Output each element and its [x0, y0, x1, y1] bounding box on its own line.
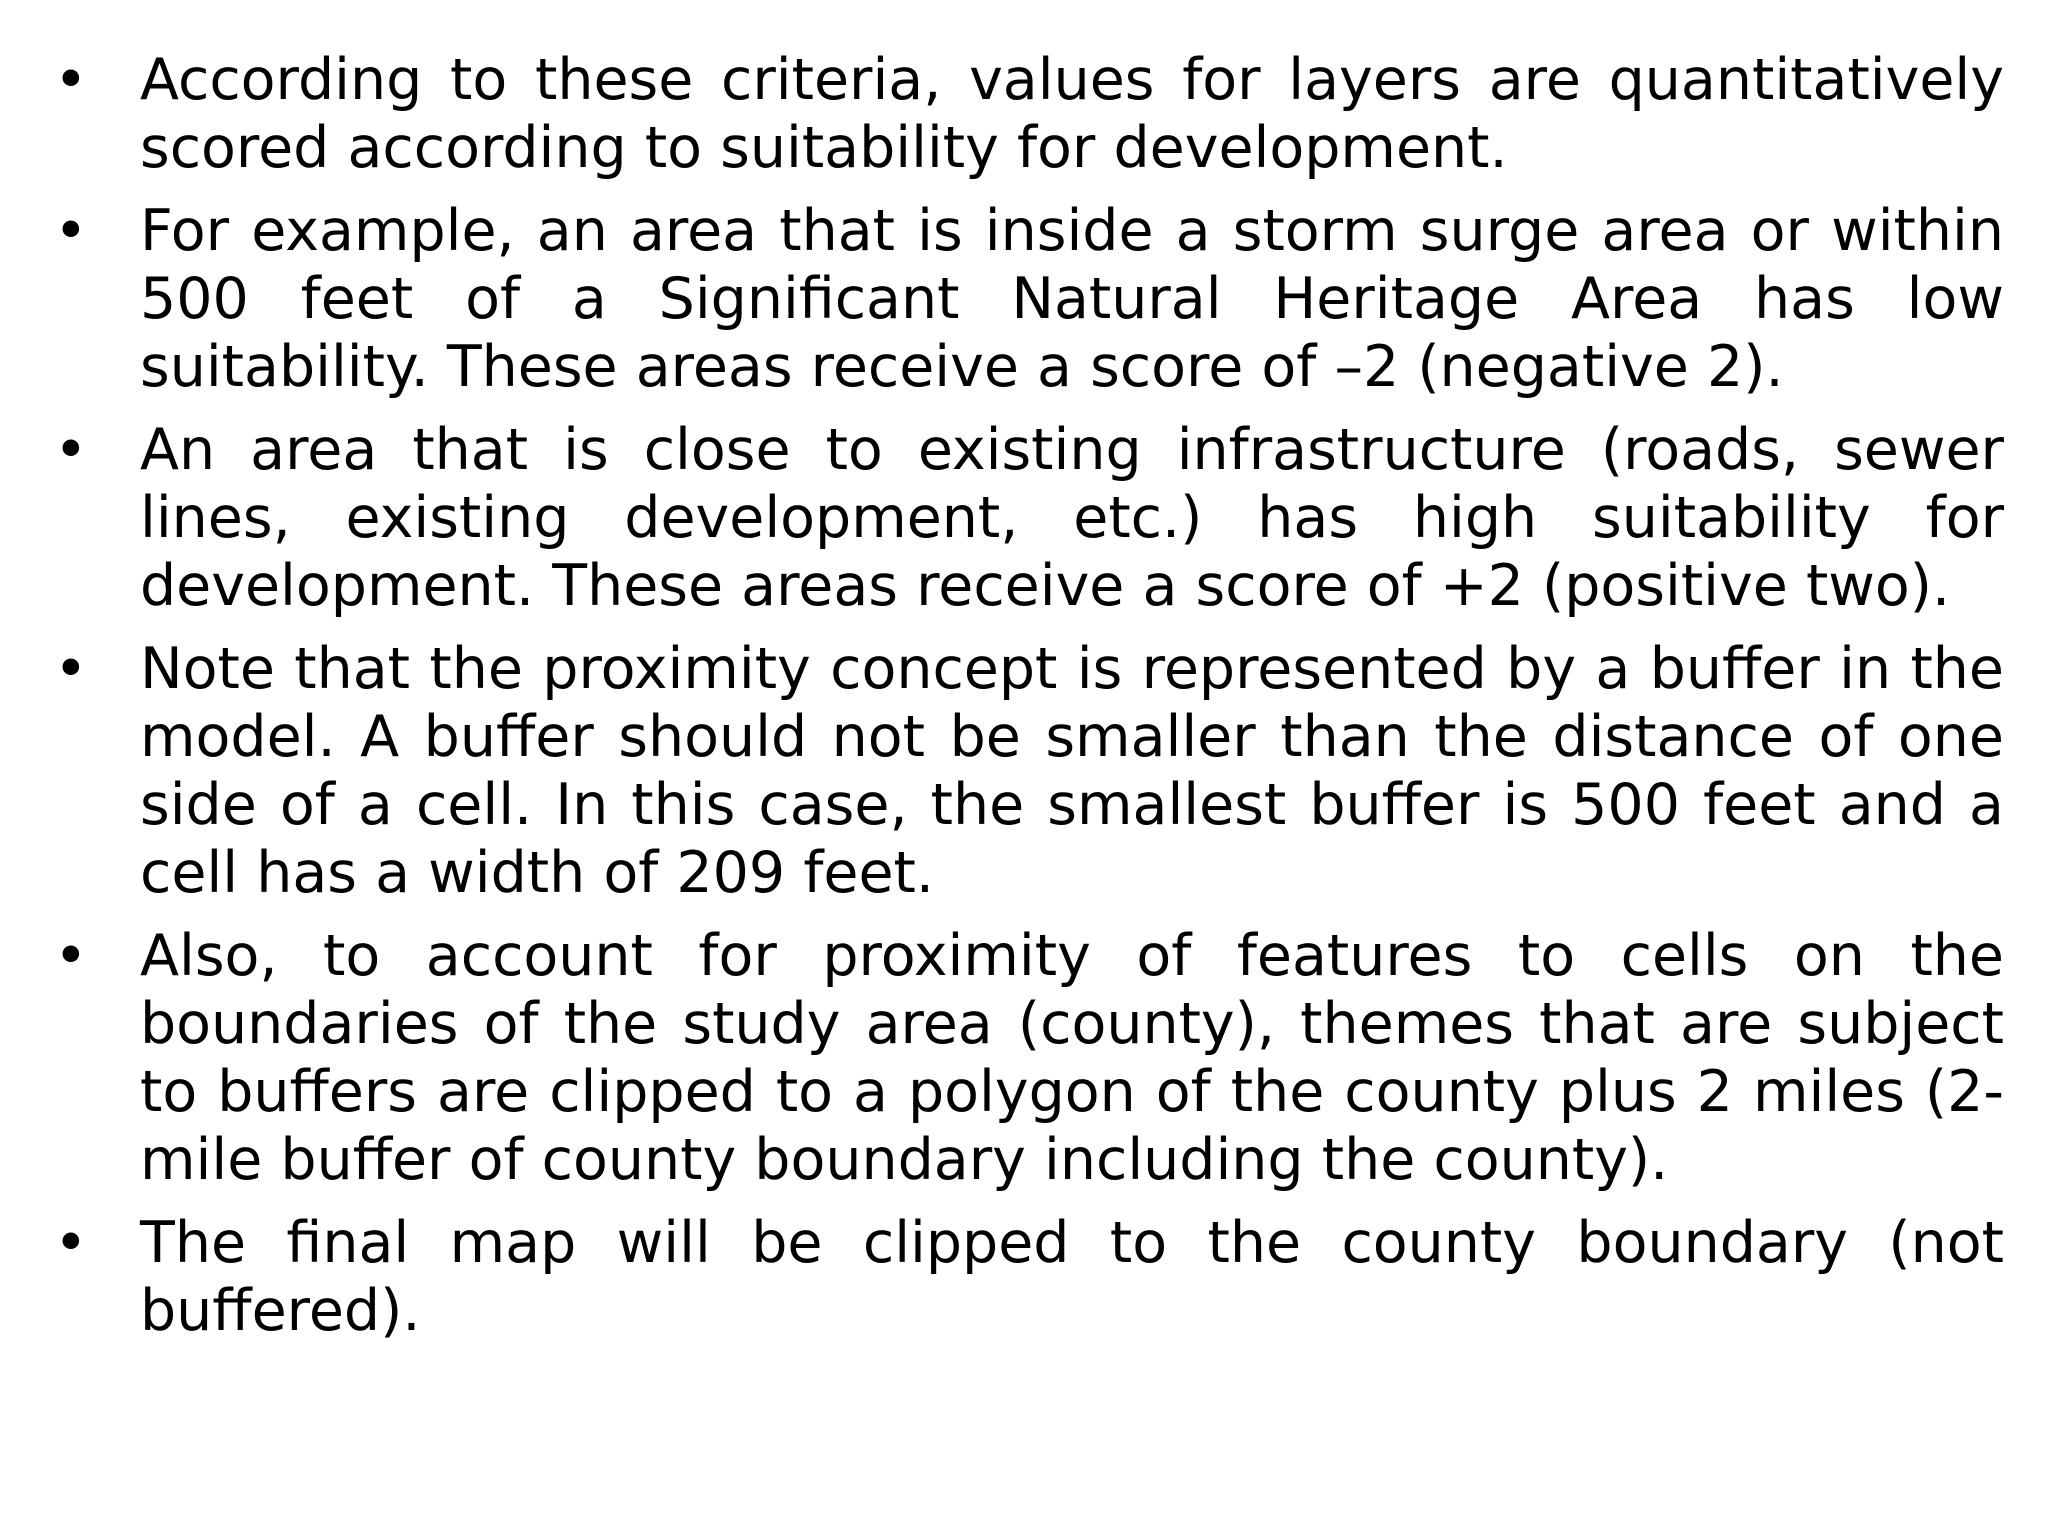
bullet-dot-icon: • — [54, 636, 88, 702]
bullet-dot-icon: • — [54, 417, 88, 483]
bullet-item-final-map — [54, 1209, 2004, 1345]
bullet-text: Note that the proximity concept is represented by a buffer in the model. A buffer should not be smaller than the distance of one side of a cell. In this case, the smallest buffer is 500 feet and a cell has a width of 209 feet. — [140, 636, 2004, 906]
bullet-text: Also, to account for proximity of features to cells on the boundaries of the study area (county), themes that are subject to buffers are clipped to a polygon of the county plus 2 miles (2-mile buffer of county boundary including the county). — [140, 923, 2004, 1193]
bullet-text: The final map will be clipped to the county boundary (not buffered). — [140, 1210, 2004, 1344]
bullet-item-boundary-clipping — [54, 922, 2004, 1194]
bullet-dot-icon: • — [54, 47, 88, 113]
bullet-dot-icon: • — [54, 1210, 88, 1276]
bullet-text: An area that is close to existing infrastructure (roads, sewer lines, existing development, etc.) has high suitability for development. These areas receive a score of +2 (positive two). — [140, 417, 2004, 619]
bullet-item-low-suitability-example — [54, 197, 2004, 401]
bullet-item-criteria-scoring — [54, 46, 2004, 182]
bullet-text: According to these criteria, values for layers are quantitatively scored according to suitability for development. — [140, 47, 2004, 181]
bullet-dot-icon: • — [54, 198, 88, 264]
bullet-list — [54, 46, 2004, 1360]
bullet-item-buffer-proximity — [54, 635, 2004, 907]
bullet-item-high-suitability-example — [54, 416, 2004, 620]
bullet-text: For example, an area that is inside a storm surge area or within 500 feet of a Significant Natural Heritage Area has low suitability. These areas receive a score of –2 (negative 2). — [140, 198, 2004, 400]
bullet-dot-icon: • — [54, 923, 88, 989]
